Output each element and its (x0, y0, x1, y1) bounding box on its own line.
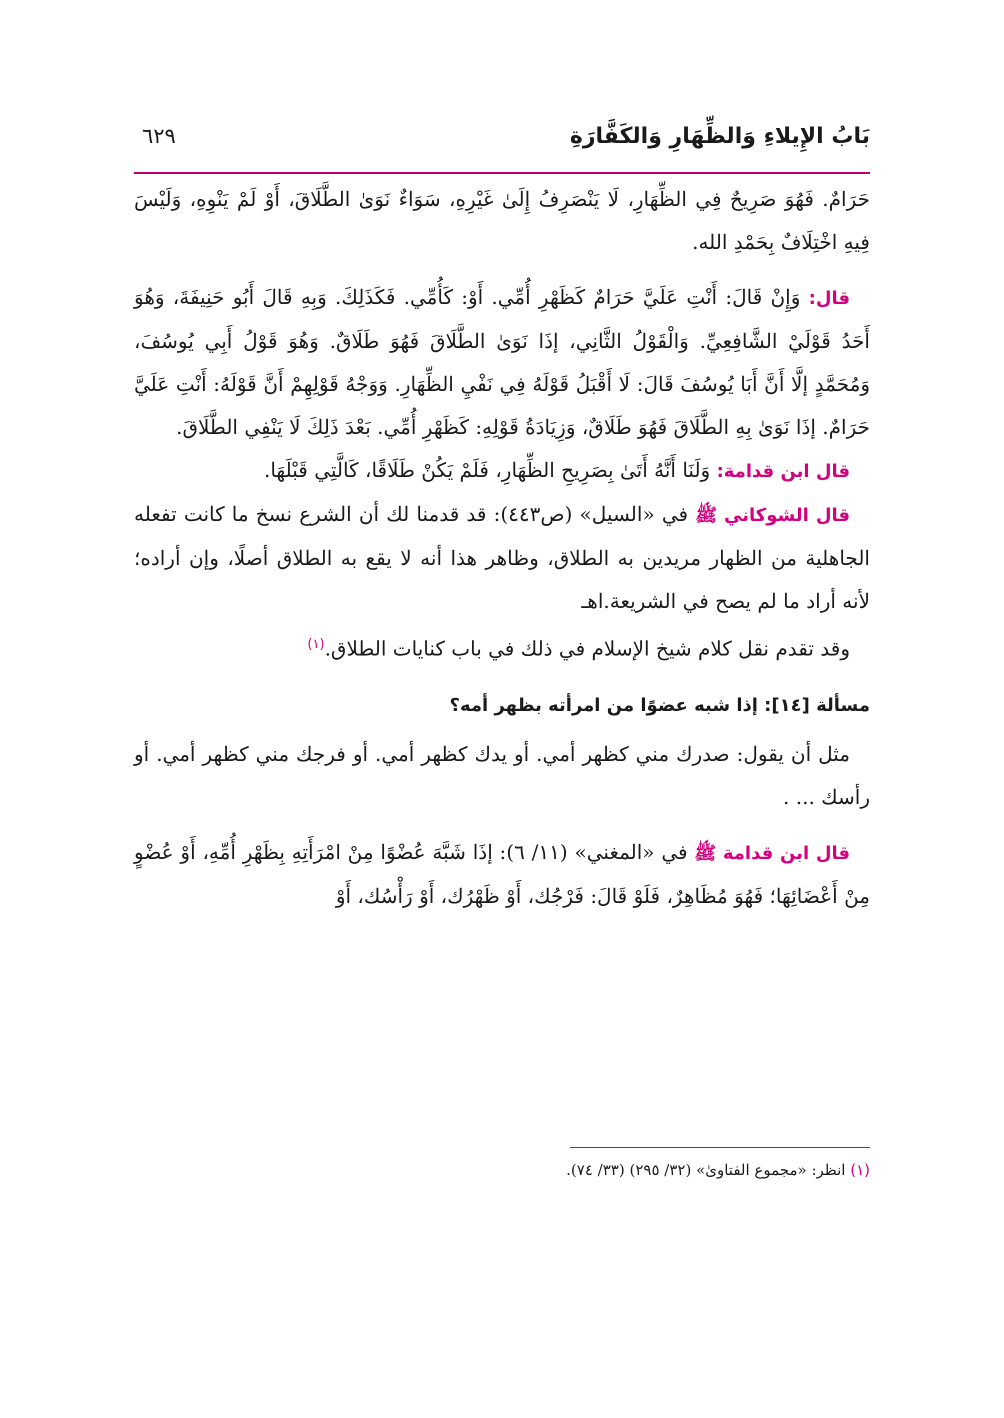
paragraph-7-text: في «المغني» (١١/ ٦): إذَا شَبَّهَ عُضْوًا مِنْ امْرَأَتِهِ بِظَهْرِ أُمِّهِ، أَوْ عُضْوٍ مِنْ أَعْضَائِهَا؛ فَهُوَ مُظَاهِرٌ، فَلَوْ قَالَ: فَرْجُك، أَوْ ظَهْرُك، أَوْ رَأْسُك، أَوْ (134, 839, 870, 908)
paragraph-4-label: قال الشوكاني ﷺ (695, 505, 850, 526)
paragraph-6-text: مثل أن يقول: صدرك مني كظهر أمي. أو يدك كظهر أمي. أو فرجك مني كظهر أمي. أو رأسك ... . (134, 741, 870, 809)
footnote (134, 1158, 870, 1182)
paragraph-5 (134, 623, 870, 671)
paragraph-4 (134, 493, 870, 623)
paragraph-6 (134, 733, 870, 819)
chapter-title: بَابُ الإِيلاءِ وَالظِّهَارِ وَالكَفَّارَةِ (569, 124, 870, 149)
issue-heading: مسألة [١٤]: إذا شبه عضوًا من امرأته بظهر أمه؟ (449, 694, 870, 716)
paragraph-5-text: وقد تقدم نقل كلام شيخ الإسلام في ذلك في باب كنايات الطلاق. (324, 636, 850, 661)
paragraph-1-text: حَرَامٌ. فَهُوَ صَرِيحٌ فِي الظِّهَارِ، لَا يَنْصَرِفُ إِلَىٰ غَيْرِهِ، سَوَاءٌ نَوَىٰ الطَّلَاقَ، أَوْ لَمْ يَنْوِهِ، وَلَيْسَ فِيهِ اخْتِلَافٌ بِحَمْدِ الله. (134, 187, 870, 254)
paragraph-2 (134, 276, 870, 449)
footnote-reference[interactable]: (١) (307, 637, 325, 652)
paragraph-3-text: وَلَنَا أَنَّهُ أَتَىٰ بِصَرِيحِ الظِّهَارِ، فَلَمْ يَكُنْ طَلَاقًا، كَالَّتِي قَبْلَهَا. (263, 458, 711, 482)
paragraph-4-text: في «السيل» (ص٤٤٣): قد قدمنا لك أن الشرع نسخ ما كانت تفعله الجاهلية من الظهار مريدين به الطلاق، وظاهر هذا أنه لا يقع به الطلاق أصلًا، وإن أراده؛ لأنه أراد ما لم يصح في الشريعة.اهـ (134, 502, 870, 613)
paragraph-1 (134, 178, 870, 264)
paragraph-3-label: قال ابن قدامة: (716, 461, 850, 482)
footnote-text: انظر: «مجموع الفتاوىٰ» (٣٢/ ٢٩٥) (٣٣/ ٧٤). (566, 1161, 846, 1179)
paragraph-7-label: قال ابن قدامة ﷺ (694, 842, 850, 864)
paragraph-7 (134, 831, 870, 918)
paragraph-2-text: وَإِنْ قَالَ: أَنْتِ عَلَيَّ حَرَامٌ كَظَهْرِ أُمِّي. أَوْ: كَأُمِّي. فَكَذَلِكَ. وَبِهِ قَالَ أَبُو حَنِيفَةَ، وَهُوَ أَحَدُ قَوْلَيْ الشَّافِعِيِّ. وَالْقَوْلُ الثَّانِي، إذَا نَوَىٰ الطَّلَاقَ فَهُوَ طَلَاقٌ. وَهُوَ قَوْلُ أَبِي يُوسُفَ، وَمُحَمَّدٍ إلَّا أَنَّ أَبَا يُوسُفَ قَالَ: لَا أَقْبَلُ قَوْلَهُ فِي نَفْيِ الظِّهَارِ. وَوَجْهُ قَوْلِهِمْ أَنَّ قَوْلَهُ: أَنْتِ عَلَيَّ حَرَامٌ. إذَا نَوَىٰ بِهِ الطَّلَاقَ فَهُوَ طَلَاقٌ، وَزِيَادَةُ قَوْلِهِ: كَظَهْرِ أُمِّي. بَعْدَ ذَلِكَ لَا يَنْفِي الطَّلَاقَ. (134, 285, 870, 439)
paragraph-3 (134, 449, 870, 493)
header-divider (134, 172, 870, 174)
page-number: ٦٢٩ (142, 124, 176, 148)
footnote-divider (570, 1147, 870, 1148)
page-body (134, 178, 870, 918)
paragraph-2-label: قال: (808, 288, 850, 309)
page-header (134, 124, 870, 164)
footnote-number: (١) (850, 1161, 870, 1179)
